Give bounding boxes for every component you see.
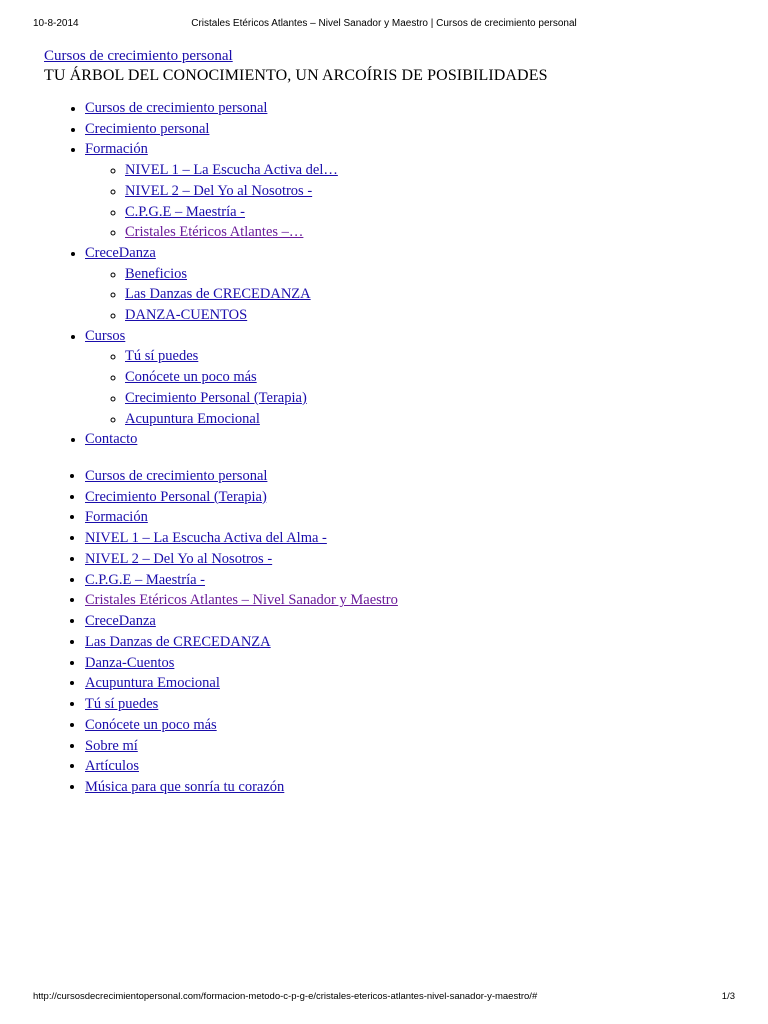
submenu-item (125, 160, 734, 181)
print-footer (33, 991, 735, 1005)
submenu-link[interactable]: Conócete un poco más (125, 369, 257, 386)
list-item (85, 777, 734, 798)
submenu-item (125, 388, 734, 409)
submenu-item (125, 202, 734, 223)
list-item (85, 756, 734, 777)
list-item (85, 715, 734, 736)
menu-item-cursos-crecimiento (85, 98, 734, 119)
submenu-link[interactable]: NIVEL 2 – Del Yo al Nosotros - (125, 182, 313, 199)
main-menu (44, 98, 734, 450)
submenu-cursos (85, 346, 734, 429)
list-link[interactable]: Conócete un poco más (85, 716, 217, 733)
submenu-item (125, 284, 734, 305)
list-item (85, 611, 734, 632)
submenu-item (125, 222, 734, 243)
menu-item-formacion (85, 139, 734, 243)
submenu-item (125, 181, 734, 202)
site-tagline: TU ÁRBOL DEL CONOCIMIENTO, UN ARCOÍRIS DE POSIBILIDADES (44, 67, 548, 84)
secondary-link-list (44, 466, 734, 798)
list-link[interactable]: NIVEL 2 – Del Yo al Nosotros - (85, 550, 273, 567)
print-header (33, 18, 735, 32)
submenu-link[interactable]: Tú sí puedes (125, 348, 199, 365)
submenu-crecedanza (85, 264, 734, 326)
submenu-link[interactable]: Beneficios (125, 265, 188, 282)
submenu-link[interactable]: C.P.G.E – Maestría - (125, 203, 246, 220)
list-link[interactable]: Artículos (85, 758, 139, 775)
submenu-formacion (85, 160, 734, 243)
list-item (85, 549, 734, 570)
list-item (85, 694, 734, 715)
list-item (85, 736, 734, 757)
submenu-item (125, 346, 734, 367)
print-page-number: 1/3 (721, 991, 735, 1002)
list-link[interactable]: CreceDanza (85, 613, 156, 630)
list-link[interactable]: Acupuntura Emocional (85, 675, 220, 692)
list-link[interactable]: Cursos de crecimiento personal (85, 467, 268, 484)
menu-link[interactable]: Cursos (85, 327, 126, 344)
print-url: http://cursosdecrecimientopersonal.com/formacion-metodo-c-p-g-e/cristales-etericos-atlantes-nivel-sanador-y-maestro/# (33, 991, 538, 1002)
list-item (85, 528, 734, 549)
list-link[interactable]: Música para que sonría tu corazón (85, 779, 285, 796)
menu-link[interactable]: CreceDanza (85, 244, 156, 261)
list-item (85, 673, 734, 694)
list-link[interactable]: Las Danzas de CRECEDANZA (85, 633, 271, 650)
list-link[interactable]: C.P.G.E – Maestría - (85, 571, 206, 588)
site-title-link[interactable]: Cursos de crecimiento personal (44, 48, 233, 64)
list-link[interactable]: Formación (85, 509, 148, 526)
submenu-link[interactable]: Crecimiento Personal (Terapia) (125, 389, 307, 406)
menu-link[interactable]: Cursos de crecimiento personal (85, 100, 268, 116)
page-content (44, 46, 734, 798)
list-item (85, 632, 734, 653)
submenu-link[interactable]: Acupuntura Emocional (125, 410, 260, 427)
submenu-link[interactable]: DANZA-CUENTOS (125, 307, 248, 324)
list-link-current[interactable]: Cristales Etéricos Atlantes – Nivel Sanador y Maestro (85, 592, 398, 609)
list-item (85, 466, 734, 487)
list-link[interactable]: Tú sí puedes (85, 696, 159, 713)
print-date: 10-8-2014 (33, 18, 79, 29)
menu-link[interactable]: Contacto (85, 431, 138, 448)
menu-item-cursos (85, 326, 734, 430)
submenu-item (125, 305, 734, 326)
list-item (85, 653, 734, 674)
menu-link[interactable]: Crecimiento personal (85, 120, 210, 137)
submenu-item (125, 264, 734, 285)
menu-link[interactable]: Formación (85, 141, 148, 158)
list-item (85, 590, 734, 611)
submenu-link[interactable]: Las Danzas de CRECEDANZA (125, 286, 311, 303)
submenu-item (125, 409, 734, 430)
menu-item-crecedanza (85, 243, 734, 326)
print-page-title: Cristales Etéricos Atlantes – Nivel Sanador y Maestro | Cursos de crecimiento personal (191, 18, 577, 29)
list-link[interactable]: Sobre mí (85, 737, 138, 754)
list-item (85, 570, 734, 591)
list-link[interactable]: Crecimiento Personal (Terapia) (85, 488, 267, 505)
submenu-link-current[interactable]: Cristales Etéricos Atlantes –… (125, 224, 304, 241)
submenu-item (125, 367, 734, 388)
menu-item-contacto (85, 429, 734, 450)
submenu-link[interactable]: NIVEL 1 – La Escucha Activa del… (125, 162, 338, 179)
list-link[interactable]: Danza-Cuentos (85, 654, 175, 671)
menu-item-crecimiento-personal (85, 119, 734, 140)
list-link[interactable]: NIVEL 1 – La Escucha Activa del Alma - (85, 530, 327, 547)
list-item (85, 487, 734, 508)
list-item (85, 507, 734, 528)
